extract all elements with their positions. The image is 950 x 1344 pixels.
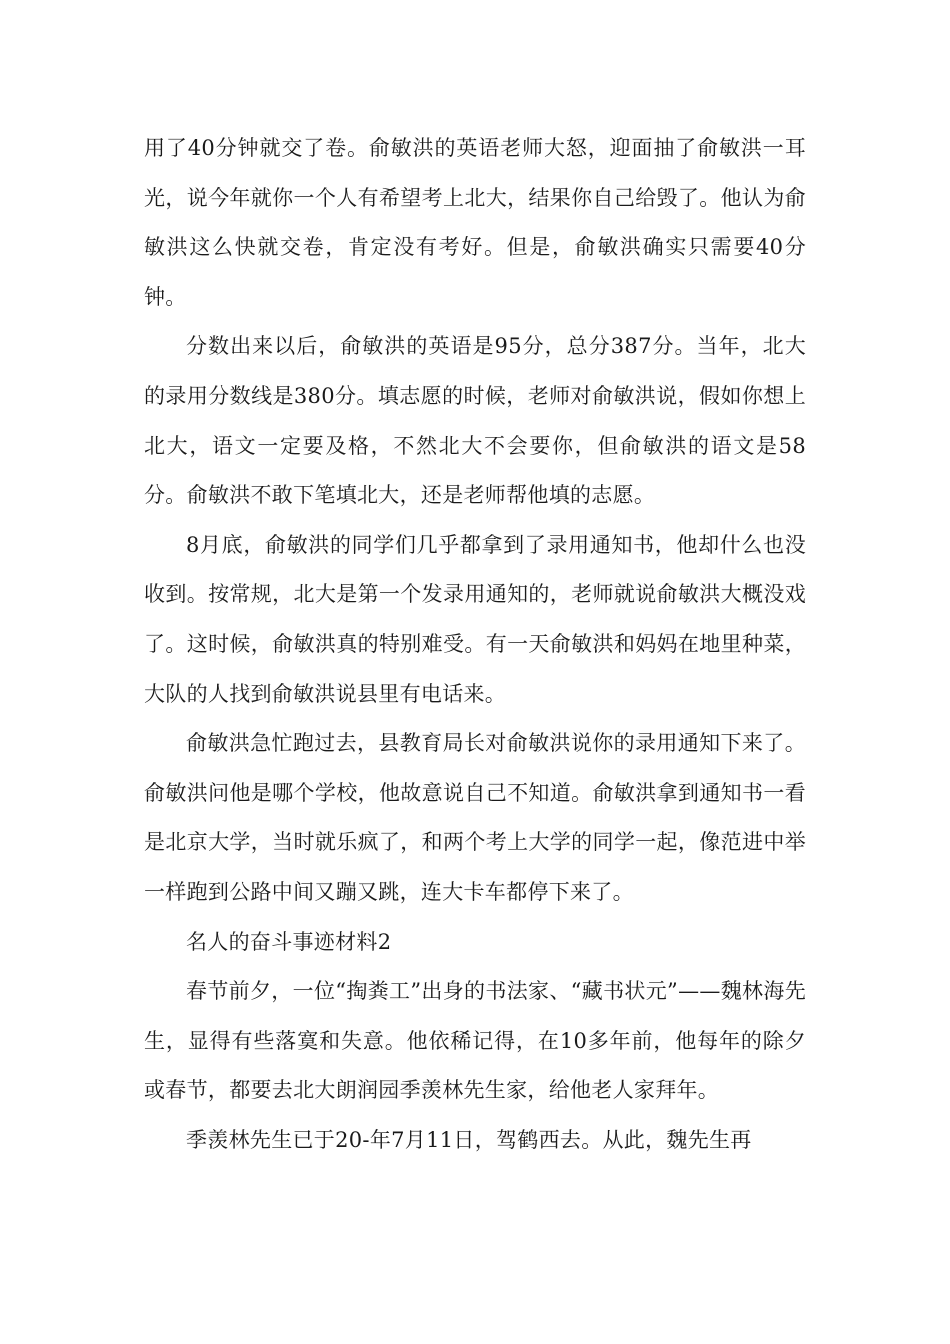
- document-page: [144, 124, 806, 1165]
- section-heading: 名人的奋斗事迹材料2: [186, 929, 392, 954]
- paragraph-3: 8月底，俞敏洪的同学们几乎都拿到了录用通知书，他却什么也没收到。按常规，北大是第一个发录用通知的，老师就说俞敏洪大概没戏了。这时候，俞敏洪真的特别难受。有一天俞敏洪和妈妈在地里种菜，大队的人找到俞敏洪说县里有电话来。: [144, 532, 806, 706]
- paragraph-6: 季羡林先生已于20-年7月11日，驾鹤西去。从此，魏先生再: [186, 1127, 752, 1152]
- paragraph-4: 俞敏洪急忙跑过去，县教育局长对俞敏洪说你的录用通知下来了。俞敏洪问他是哪个学校，他故意说自己不知道。俞敏洪拿到通知书一看是北京大学，当时就乐疯了，和两个考上大学的同学一起，像范进中举一样跑到公路中间又蹦又跳，连大卡车都停下来了。: [144, 731, 806, 904]
- paragraph-2: 分数出来以后，俞敏洪的英语是95分，总分387分。当年，北大的录用分数线是380分。填志愿的时候，老师对俞敏洪说，假如你想上北大，语文一定要及格，不然北大不会要你，但俞敏洪的语文是58分。俞敏洪不敢下笔填北大，还是老师帮他填的志愿。: [144, 334, 806, 508]
- paragraph-5: 春节前夕，一位“掏粪工”出身的书法家、“藏书状元”——魏林海先生，显得有些落寞和失意。他依稀记得，在10多年前，他每年的除夕或春节，都要去北大朗润园季羡林先生家，给他老人家拜年。: [144, 979, 806, 1103]
- paragraph-1: 用了40分钟就交了卷。俞敏洪的英语老师大怒，迎面抽了俞敏洪一耳光，说今年就你一个人有希望考上北大，结果你自己给毁了。他认为俞敏洪这么快就交卷，肯定没有考好。但是，俞敏洪确实只需要40分钟。: [144, 136, 806, 309]
